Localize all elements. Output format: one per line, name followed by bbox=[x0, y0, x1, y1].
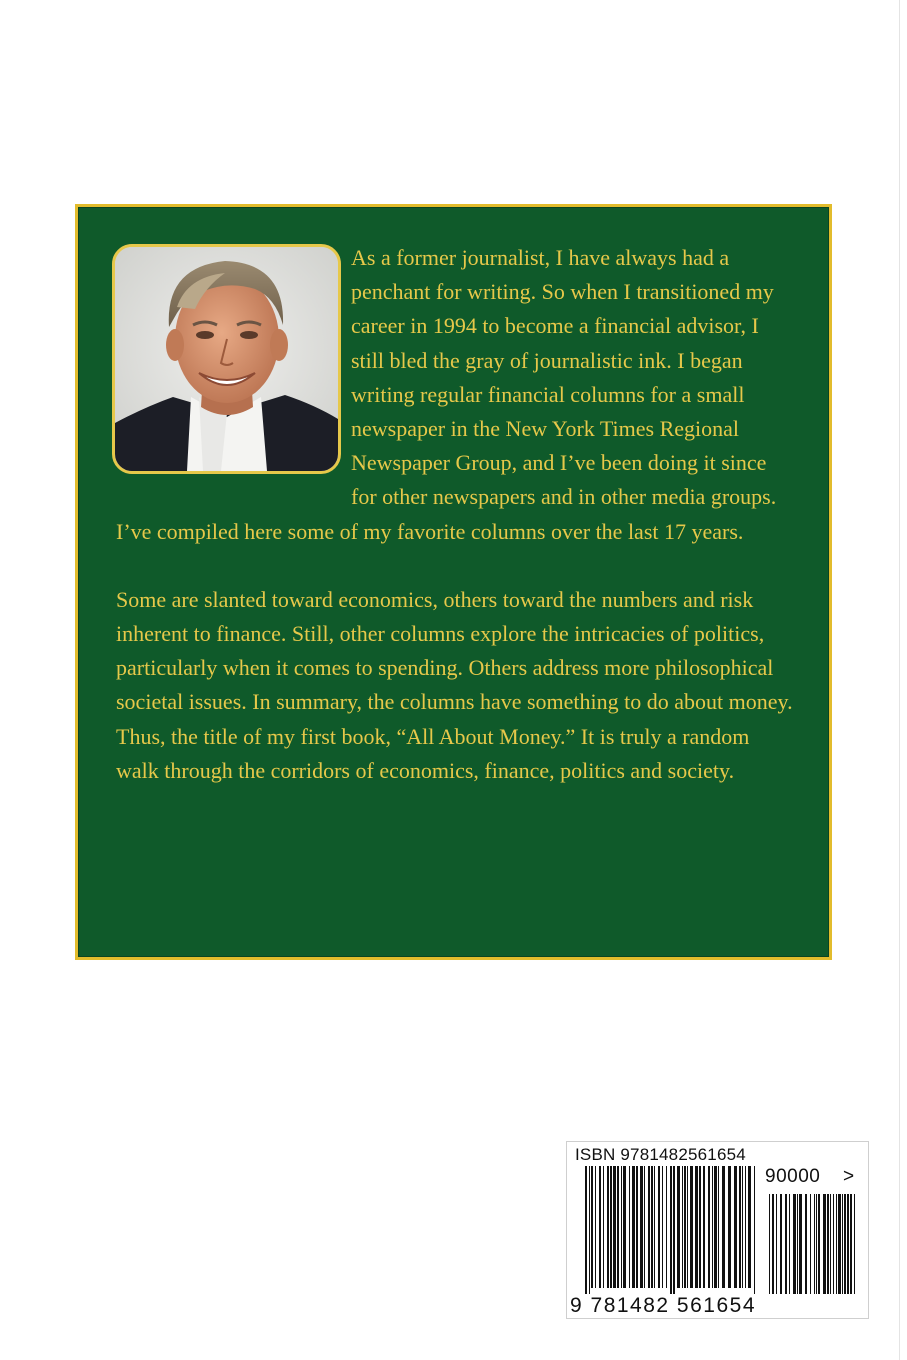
barcode-bar bbox=[651, 1166, 653, 1288]
barcode-bar bbox=[714, 1166, 717, 1288]
barcode-bar bbox=[734, 1166, 737, 1288]
barcode-bar bbox=[603, 1166, 604, 1288]
barcode-bar bbox=[636, 1166, 638, 1288]
barcode-bar bbox=[687, 1166, 688, 1288]
bio-paragraph-1: As a former journalist, I have always had a penchant for writing. So when I transitioned my career in 1994 to become a financial advisor, I still bled the gray of journalistic ink. I began writing regular financial columns for a small newspaper in the New York Times Regional Newspaper Group, and I’ve been doing it since for other newspapers and in other media groups. I’ve compiled here some of my favorite columns over the last 17 years. bbox=[116, 245, 777, 544]
barcode-bar bbox=[827, 1194, 829, 1294]
barcode-bars bbox=[575, 1166, 865, 1298]
barcode-bar bbox=[666, 1166, 667, 1288]
photo-wrap-spacer bbox=[116, 241, 351, 514]
barcode-bar bbox=[591, 1166, 593, 1288]
barcode-bar bbox=[739, 1166, 741, 1288]
author-bio-panel bbox=[75, 204, 832, 960]
price-addon: 90000 bbox=[765, 1166, 821, 1187]
barcode-bar bbox=[805, 1194, 807, 1294]
barcode-bar bbox=[745, 1166, 746, 1288]
barcode-bar bbox=[799, 1194, 802, 1294]
barcode-bar bbox=[850, 1194, 852, 1294]
barcode-bar bbox=[776, 1194, 777, 1294]
barcode-bar bbox=[640, 1166, 643, 1288]
barcode-bar bbox=[621, 1166, 622, 1288]
barcode-bar bbox=[818, 1194, 820, 1294]
barcode-bar bbox=[703, 1166, 705, 1288]
barcode-bar bbox=[684, 1166, 686, 1288]
barcode-bar bbox=[632, 1166, 635, 1288]
barcode-bar bbox=[814, 1194, 815, 1294]
isbn-barcode-box bbox=[566, 1141, 869, 1319]
barcode-bar bbox=[599, 1166, 601, 1288]
barcode-bar bbox=[728, 1166, 731, 1288]
barcode-bar bbox=[607, 1166, 609, 1288]
barcode-bar bbox=[785, 1194, 787, 1294]
barcode-bar bbox=[629, 1166, 630, 1288]
bio-paragraph-2: Some are slanted toward economics, others toward the numbers and risk inherent to finance. Still, other columns explore the intricacies of politics, particularly when it comes to spending. Others address more philosophical societal issues. In summary, the columns have something to do about money. Thus, the title of my first book, “All About Money.” It is truly a random walk through the corridors of economics, finance, politics and society. bbox=[116, 586, 793, 783]
isbn-human-readable: 9 781482 561654 bbox=[570, 1294, 756, 1317]
barcode-bar bbox=[769, 1194, 770, 1294]
barcode-bar bbox=[595, 1166, 596, 1288]
isbn-label: ISBN 9781482561654 bbox=[575, 1145, 746, 1164]
barcode-bar bbox=[772, 1194, 774, 1294]
addon-arrow: > bbox=[843, 1166, 855, 1187]
barcode-bar bbox=[780, 1194, 782, 1294]
barcode-bar bbox=[662, 1166, 663, 1288]
barcode-bar bbox=[722, 1166, 725, 1288]
barcode-bar bbox=[854, 1194, 855, 1294]
barcode-bar bbox=[810, 1194, 811, 1294]
barcode-bar bbox=[699, 1166, 701, 1288]
barcode-bar bbox=[623, 1166, 626, 1288]
barcode-bar bbox=[847, 1194, 849, 1294]
barcode-bar bbox=[838, 1194, 841, 1294]
barcode-bar bbox=[712, 1166, 713, 1288]
barcode-bar bbox=[617, 1166, 619, 1288]
barcode-bar bbox=[585, 1166, 587, 1294]
barcode-bar bbox=[748, 1166, 751, 1288]
barcode-bar bbox=[836, 1194, 837, 1294]
barcode-bar bbox=[670, 1166, 672, 1294]
barcode-bar bbox=[830, 1194, 831, 1294]
barcode-bar bbox=[793, 1194, 796, 1294]
barcode-bar bbox=[797, 1194, 798, 1294]
barcode-bar bbox=[648, 1166, 650, 1288]
barcode-bar bbox=[833, 1194, 834, 1294]
barcode-bar bbox=[754, 1166, 755, 1294]
barcode-bar bbox=[690, 1166, 693, 1288]
barcode-bar bbox=[610, 1166, 612, 1288]
barcode-bar bbox=[658, 1166, 660, 1288]
barcode-bar bbox=[695, 1166, 698, 1288]
barcode-bar bbox=[677, 1166, 680, 1288]
barcode-bar bbox=[823, 1194, 826, 1294]
bio-text bbox=[116, 241, 796, 788]
barcode-bar bbox=[742, 1166, 743, 1288]
barcode-bar bbox=[844, 1194, 846, 1294]
barcode-bar bbox=[718, 1166, 719, 1288]
barcode-bar bbox=[589, 1166, 590, 1294]
page-edge-line bbox=[899, 0, 900, 1360]
barcode-bar bbox=[789, 1194, 790, 1294]
barcode-bar bbox=[708, 1166, 710, 1288]
barcode-bar bbox=[644, 1166, 645, 1288]
barcode-bar bbox=[673, 1166, 675, 1294]
barcode-bar bbox=[816, 1194, 817, 1294]
barcode-bar bbox=[654, 1166, 655, 1288]
barcode-bar bbox=[682, 1166, 683, 1288]
barcode-bar bbox=[613, 1166, 616, 1288]
barcode-bar bbox=[842, 1194, 843, 1294]
